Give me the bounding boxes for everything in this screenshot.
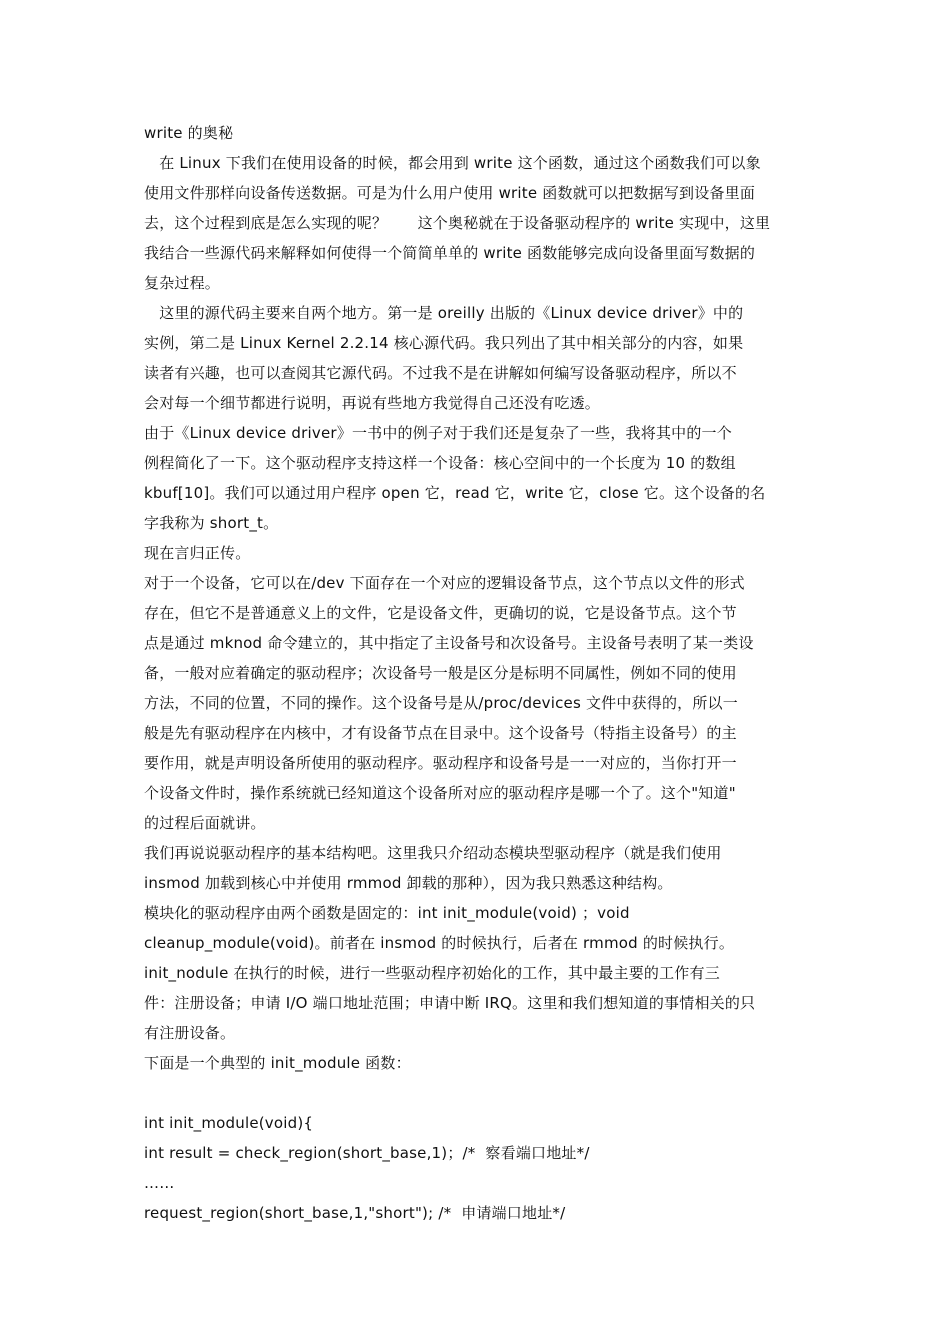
paragraph-line: insmod 加载到核心中并使用 rmmod 卸载的那种），因为我只熟悉这种结构。	[144, 874, 673, 892]
paragraph-line: 去，这个过程到底是怎么实现的呢？ 这个奥秘就在于设备驱动程序的 write 实现中，这里	[144, 214, 771, 232]
paragraph-line: 有注册设备。	[144, 1024, 236, 1042]
paragraph-line: 方法，不同的位置，不同的操作。这个设备号是从/proc/devices 文件中获得的，所以一	[144, 694, 738, 712]
paragraph-line: kbuf[10]。我们可以通过用户程序 open 它，read 它，write 它，close 它。这个设备的名	[144, 484, 766, 502]
paragraph-line: 我结合一些源代码来解释如何使得一个简简单单的 write 函数能够完成向设备里面写数据的	[144, 244, 756, 262]
paragraph-line: 备，一般对应着确定的驱动程序；次设备号一般是区分是标明不同属性，例如不同的使用	[144, 664, 737, 682]
paragraph-line: 使用文件那样向设备传送数据。可是为什么用户使用 write 函数就可以把数据写到设备里面	[144, 184, 756, 202]
document-body	[144, 118, 812, 1228]
paragraph-line: 存在，但它不是普通意义上的文件，它是设备文件，更确切的说，它是设备节点。这个节	[144, 604, 737, 622]
code-line: int result = check_region(short_base,1)；/* 察看端口地址*/	[144, 1144, 590, 1162]
paragraph-line: 件：注册设备；申请 I/O 端口地址范围；申请中断 IRQ。这里和我们想知道的事情相关的只	[144, 994, 756, 1012]
paragraph-line: 会对每一个细节都进行说明，再说有些地方我觉得自己还没有吃透。	[144, 394, 601, 412]
paragraph-line: 对于一个设备，它可以在/dev 下面存在一个对应的逻辑设备节点，这个节点以文件的形式	[144, 574, 745, 592]
paragraph-line: 要作用，就是声明设备所使用的驱动程序。驱动程序和设备号是一一对应的，当你打开一	[144, 754, 737, 772]
code-line: ……	[144, 1174, 175, 1192]
paragraph-line: 般是先有驱动程序在内核中，才有设备节点在目录中。这个设备号（特指主设备号）的主	[144, 724, 737, 742]
paragraph-line: 我们再说说驱动程序的基本结构吧。这里我只介绍动态模块型驱动程序（就是我们使用	[144, 844, 722, 862]
paragraph-line: 在 Linux 下我们在使用设备的时候，都会用到 write 这个函数，通过这个函数我们可以象	[144, 154, 761, 172]
paragraph-line: 现在言归正传。	[144, 544, 251, 562]
paragraph-line: 复杂过程。	[144, 274, 221, 292]
paragraph-line: 点是通过 mknod 命令建立的，其中指定了主设备号和次设备号。主设备号表明了某一类设	[144, 634, 754, 652]
paragraph-line: 由于《Linux device driver》一书中的例子对于我们还是复杂了一些，我将其中的一个	[144, 424, 732, 442]
code-line: request_region(short_base,1,"short"); /* 申请端口地址*/	[144, 1204, 566, 1222]
paragraph-line: 例程简化了一下。这个驱动程序支持这样一个设备：核心空间中的一个长度为 10 的数组	[144, 454, 736, 472]
paragraph-line: 的过程后面就讲。	[144, 814, 266, 832]
paragraph-line: 模块化的驱动程序由两个函数是固定的：int init_module(void) ；void	[144, 904, 630, 922]
blank-line	[144, 1078, 812, 1108]
paragraph-line: 这里的源代码主要来自两个地方。第一是 oreilly 出版的《Linux device driver》中的	[144, 304, 744, 322]
paragraph-line: 字我称为 short_t。	[144, 514, 279, 532]
paragraph-line: 读者有兴趣，也可以查阅其它源代码。不过我不是在讲解如何编写设备驱动程序，所以不	[144, 364, 737, 382]
paragraph-line: init_nodule 在执行的时候，进行一些驱动程序初始化的工作，其中最主要的工作有三	[144, 964, 720, 982]
paragraph-line: 个设备文件时，操作系统就已经知道这个设备所对应的驱动程序是哪一个了。这个"知道"	[144, 784, 736, 802]
paragraph-line: 实例，第二是 Linux Kernel 2.2.14 核心源代码。我只列出了其中相关部分的内容，如果	[144, 334, 744, 352]
doc-title: write 的奥秘	[144, 124, 234, 142]
paragraph-line: cleanup_module(void)。前者在 insmod 的时候执行，后者在 rmmod 的时候执行。	[144, 934, 735, 952]
paragraph-line: 下面是一个典型的 init_module 函数：	[144, 1054, 411, 1072]
code-line: int init_module(void){	[144, 1114, 314, 1132]
